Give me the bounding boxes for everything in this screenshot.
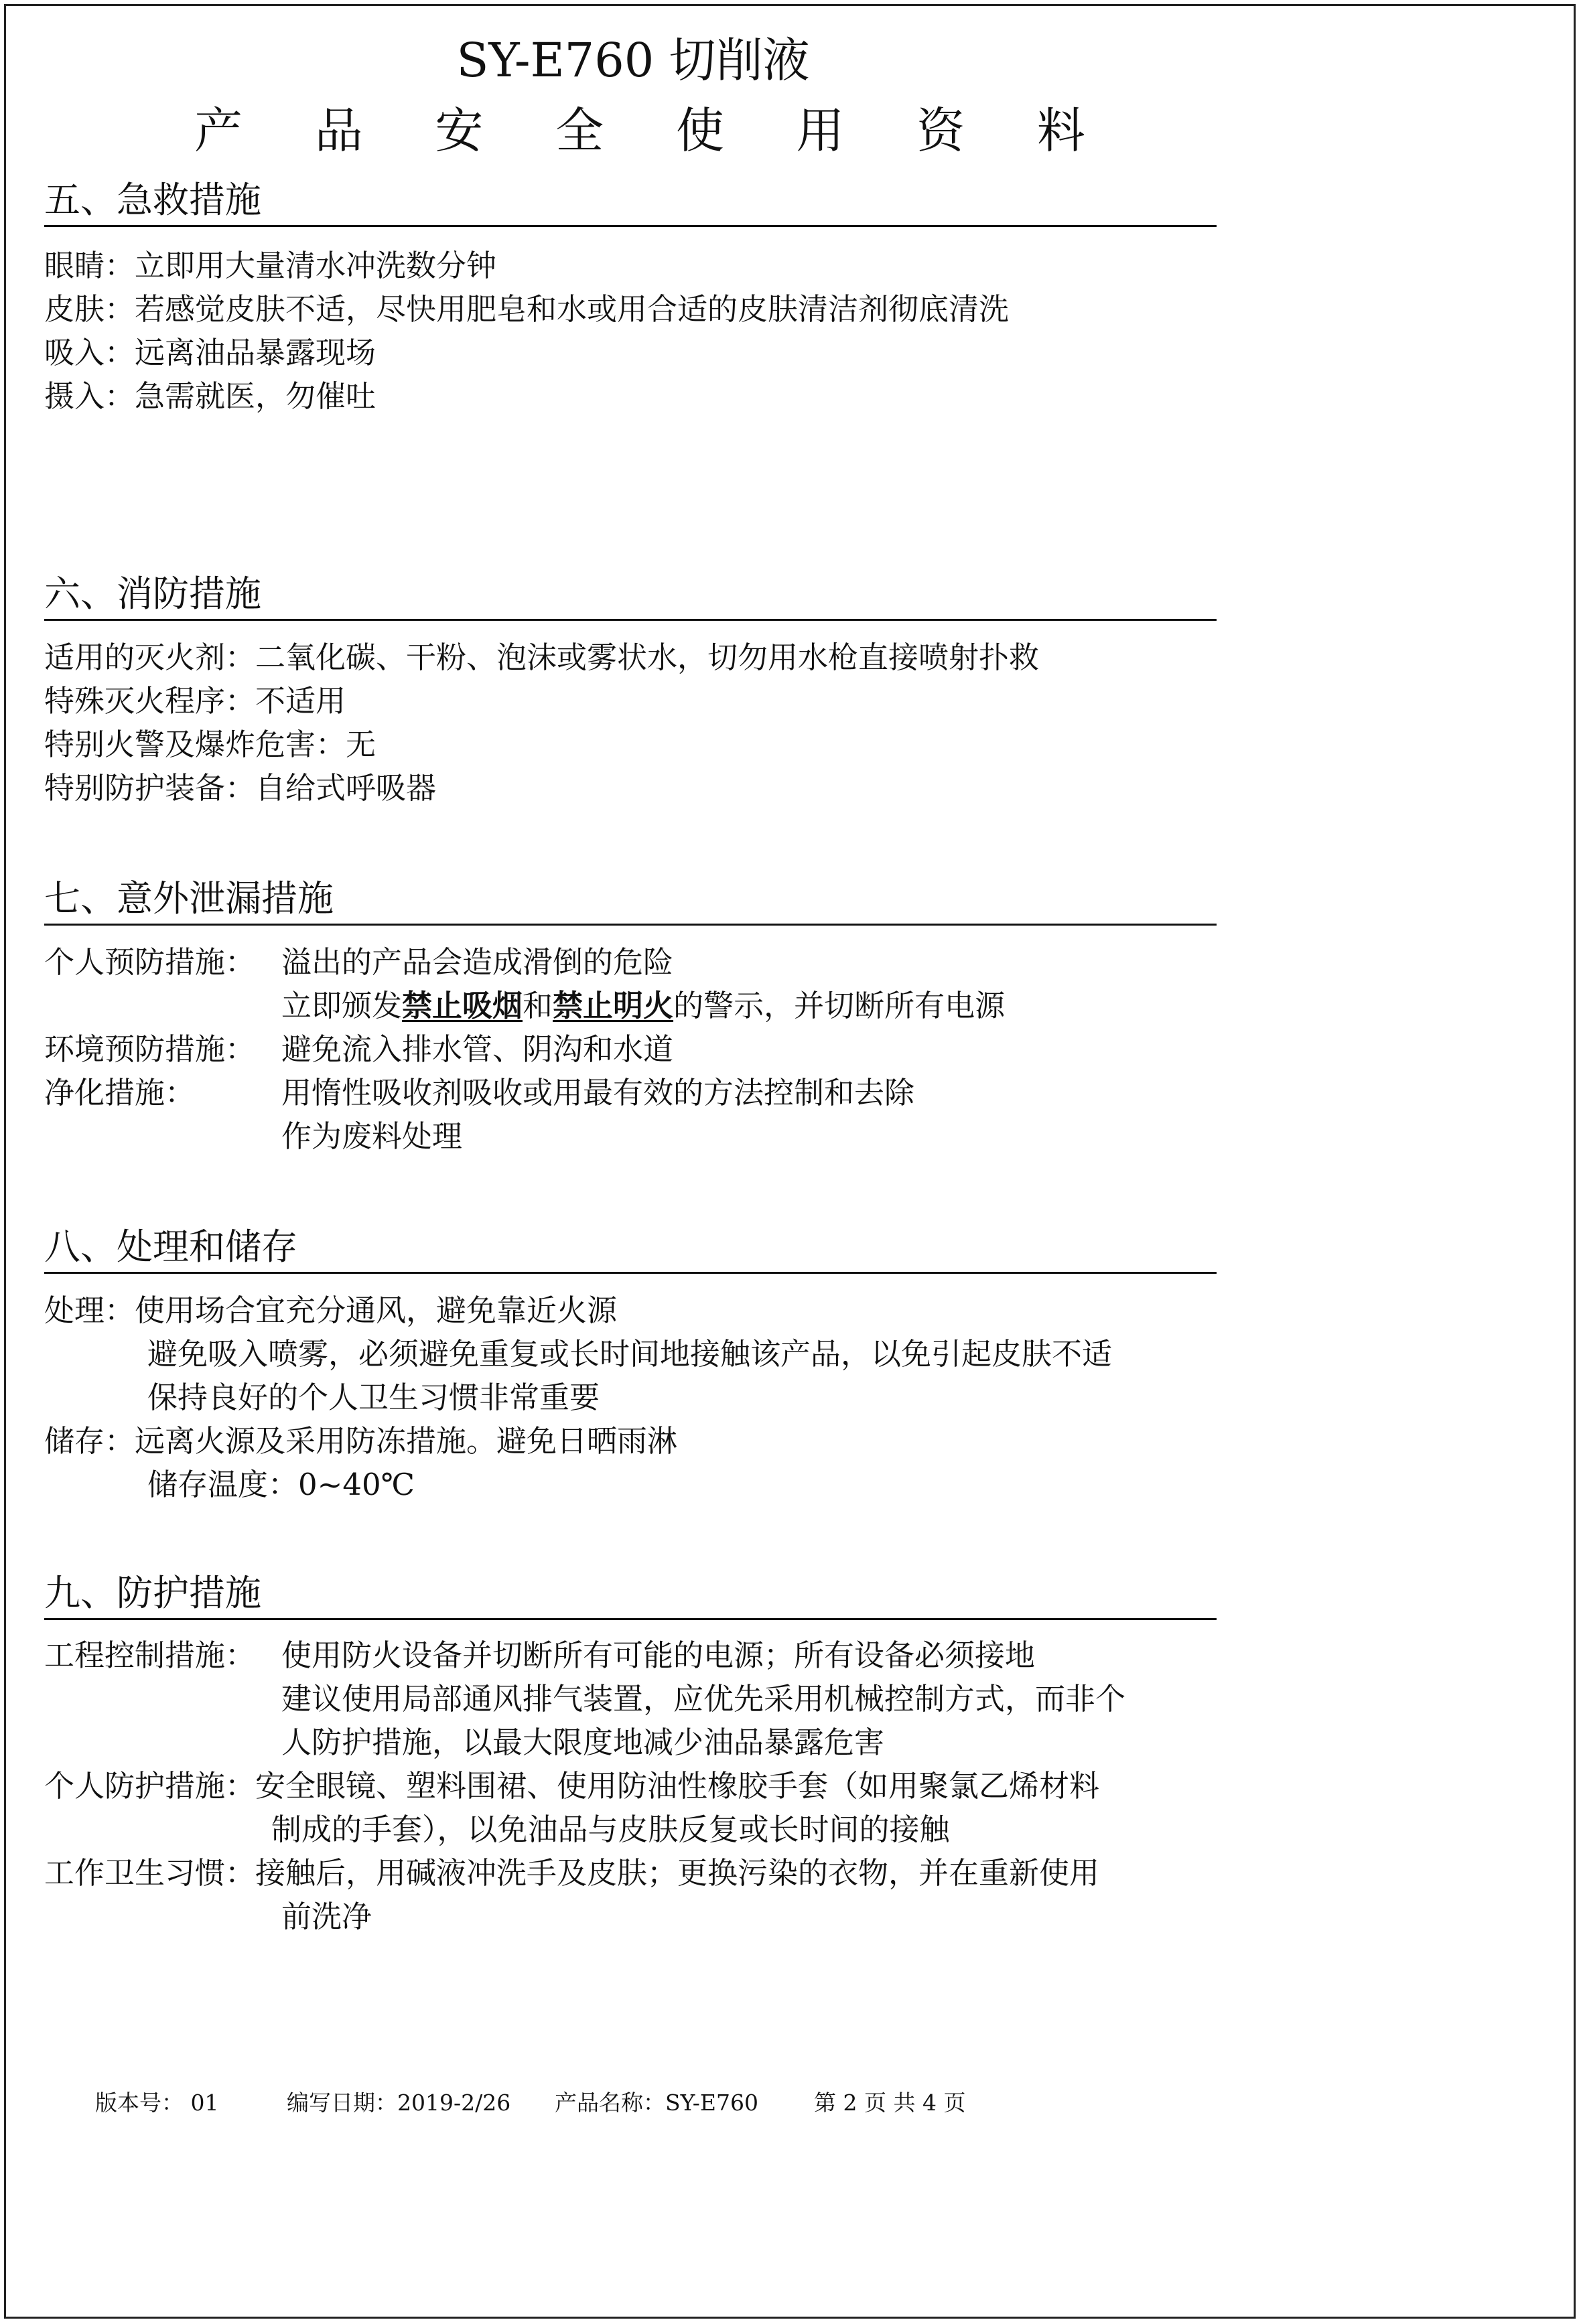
- text-line: 制成的手套），以免油品与皮肤反复或长时间的接触: [271, 1812, 950, 1847]
- section-heading-accidental-release: 七、意外泄漏措施: [44, 874, 1217, 926]
- warning-line: [281, 985, 1005, 1027]
- text-line: 使用防火设备并切断所有可能的电源；所有设备必须接地: [281, 1638, 1036, 1673]
- text-line: 特别火警及爆炸危害：无: [44, 727, 376, 762]
- footer-date: 编写日期：2019-2/26: [287, 2090, 511, 2116]
- text-line: 用惰性吸收剂吸收或用最有效的方法控制和去除: [281, 1075, 915, 1110]
- no-smoking-emphasis: 禁止吸烟: [402, 988, 523, 1023]
- section-heading-fire-fighting: 六、消防措施: [44, 569, 1217, 621]
- subtitle-char: 全: [555, 102, 604, 159]
- document-title: SY-E760 切削液: [456, 33, 810, 88]
- text-line: 摄入：急需就医，勿催吐: [44, 378, 376, 414]
- section-heading-protection: 九、防护措施: [44, 1569, 1217, 1620]
- section-heading-handling-storage: 八、处理和储存: [44, 1222, 1217, 1274]
- text-label: 工程控制措施：: [44, 1638, 256, 1673]
- text-line: 工作卫生习惯：接触后，用碱液冲洗手及皮肤；更换污染的衣物，并在重新使用: [44, 1855, 1100, 1891]
- text-line: 适用的灭火剂：二氧化碳、干粉、泡沫或雾状水，切勿用水枪直接喷射扑救: [44, 640, 1040, 675]
- text-line: 吸入：远离油品暴露现场: [44, 335, 376, 370]
- footer-version: 版本号： 01: [95, 2090, 219, 2116]
- text-line: 处理：使用场合宜充分通风，避免靠近火源: [44, 1293, 618, 1328]
- text-fragment: 立即颁发: [281, 988, 403, 1023]
- text-line: 个人防护措施：安全眼镜、塑料围裙、使用防油性橡胶手套（如用聚氯乙烯材料: [44, 1768, 1100, 1804]
- text-line: 储存：远离火源及采用防冻措施。避免日晒雨淋: [44, 1423, 678, 1459]
- subtitle-char: 料: [1036, 102, 1085, 159]
- text-line: 避免流入排水管、阴沟和水道: [281, 1031, 674, 1067]
- text-line: 前洗净: [281, 1899, 372, 1934]
- footer-product: 产品名称：SY-E760: [555, 2090, 758, 2116]
- no-open-flame-emphasis: 禁止明火: [553, 988, 674, 1023]
- text-line: 避免吸入喷雾，必须避免重复或长时间地接触该产品，以免引起皮肤不适: [147, 1336, 1113, 1372]
- footer-page-number: 第 2 页 共 4 页: [814, 2090, 966, 2116]
- text-line: 特别防护装备：自给式呼吸器: [44, 770, 437, 806]
- text-line: 保持良好的个人卫生习惯非常重要: [147, 1380, 600, 1415]
- subtitle-char: 安: [435, 102, 484, 159]
- text-line: 眼睛：立即用大量清水冲洗数分钟: [44, 248, 497, 283]
- subtitle-char: 用: [796, 102, 845, 159]
- subtitle-char: 品: [314, 102, 363, 159]
- section-heading-first-aid: 五、急救措施: [44, 175, 1217, 227]
- text-label: 个人预防措施：: [44, 944, 256, 980]
- text-line: 溢出的产品会造成滑倒的危险: [281, 944, 674, 980]
- text-line: 储存温度：0~40℃: [147, 1467, 415, 1502]
- text-line: 建议使用局部通风排气装置，应优先采用机械控制方式，而非个: [281, 1681, 1126, 1717]
- subtitle-char: 产: [194, 102, 243, 159]
- text-line: 人防护措施，以最大限度地减少油品暴露危害: [281, 1725, 885, 1760]
- text-fragment: 的警示，并切断所有电源: [673, 988, 1006, 1023]
- document-subtitle: [194, 97, 1085, 164]
- text-label: 环境预防措施：: [44, 1031, 256, 1067]
- text-fragment: 和: [523, 988, 553, 1023]
- subtitle-char: 使: [675, 102, 724, 159]
- text-line: 作为废料处理: [281, 1118, 463, 1154]
- text-line: 特殊灭火程序：不适用: [44, 683, 346, 719]
- subtitle-char: 资: [916, 102, 965, 159]
- text-label: 净化措施：: [44, 1075, 196, 1110]
- text-line: 皮肤：若感觉皮肤不适，尽快用肥皂和水或用合适的皮肤清洁剂彻底清洗: [44, 291, 1010, 327]
